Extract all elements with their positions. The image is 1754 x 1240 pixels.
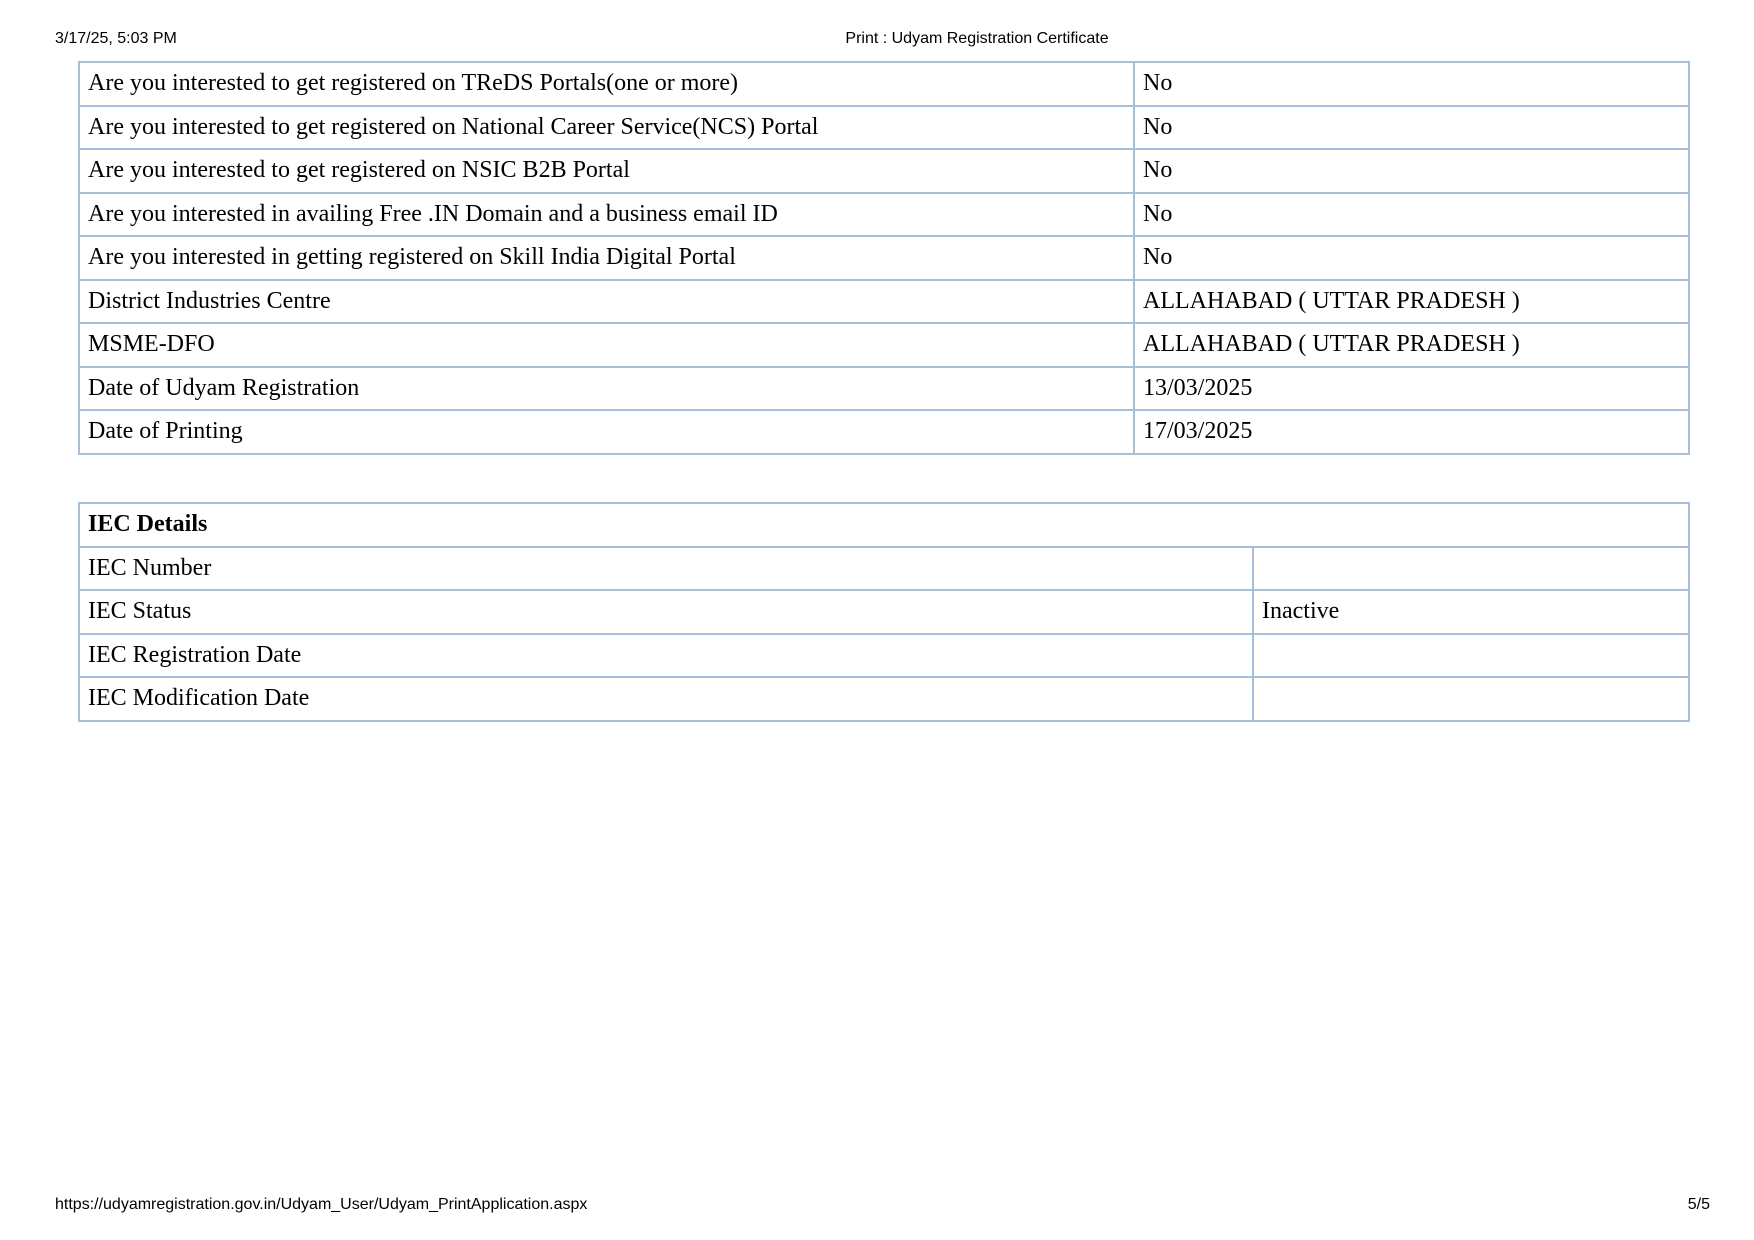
table-row: [79, 193, 1689, 237]
row-value: No: [1134, 193, 1689, 237]
section-heading: IEC Details: [79, 503, 1689, 547]
row-label: IEC Number: [79, 547, 1253, 591]
table-row: [79, 677, 1689, 721]
row-label: IEC Status: [79, 590, 1253, 634]
table-row: [79, 367, 1689, 411]
row-label: Are you interested in getting registered on Skill India Digital Portal: [79, 236, 1134, 280]
print-datetime: 3/17/25, 5:03 PM: [55, 30, 177, 47]
row-value: ALLAHABAD ( UTTAR PRADESH ): [1134, 323, 1689, 367]
table-row: [79, 590, 1689, 634]
table-row: [79, 410, 1689, 454]
row-value: Inactive: [1253, 590, 1689, 634]
table-row: [79, 323, 1689, 367]
iec-details-table: [78, 502, 1690, 722]
page-number: 5/5: [1687, 1196, 1710, 1213]
table-row: [79, 547, 1689, 591]
table-row: [79, 62, 1689, 106]
row-label: Are you interested in availing Free .IN Domain and a business email ID: [79, 193, 1134, 237]
row-value: [1253, 634, 1689, 678]
row-label: Date of Udyam Registration: [79, 367, 1134, 411]
row-label: Date of Printing: [79, 410, 1134, 454]
row-value: [1253, 677, 1689, 721]
row-label: MSME-DFO: [79, 323, 1134, 367]
table-row: [79, 236, 1689, 280]
row-label: Are you interested to get registered on National Career Service(NCS) Portal: [79, 106, 1134, 150]
print-page-url: https://udyamregistration.gov.in/Udyam_User/Udyam_PrintApplication.aspx: [55, 1196, 588, 1213]
row-label: IEC Modification Date: [79, 677, 1253, 721]
row-label: Are you interested to get registered on TReDS Portals(one or more): [79, 62, 1134, 106]
table-row: [79, 149, 1689, 193]
row-value: 13/03/2025: [1134, 367, 1689, 411]
row-value: 17/03/2025: [1134, 410, 1689, 454]
table-row: [79, 634, 1689, 678]
table-row: [79, 106, 1689, 150]
row-value: No: [1134, 149, 1689, 193]
row-value: [1253, 547, 1689, 591]
print-page-title: Print : Udyam Registration Certificate: [845, 30, 1109, 47]
row-label: Are you interested to get registered on NSIC B2B Portal: [79, 149, 1134, 193]
registration-details-table: [78, 61, 1690, 455]
row-value: No: [1134, 236, 1689, 280]
section-heading-row: [79, 503, 1689, 547]
table-row: [79, 280, 1689, 324]
row-value: ALLAHABAD ( UTTAR PRADESH ): [1134, 280, 1689, 324]
row-label: IEC Registration Date: [79, 634, 1253, 678]
row-value: No: [1134, 62, 1689, 106]
row-label: District Industries Centre: [79, 280, 1134, 324]
row-value: No: [1134, 106, 1689, 150]
